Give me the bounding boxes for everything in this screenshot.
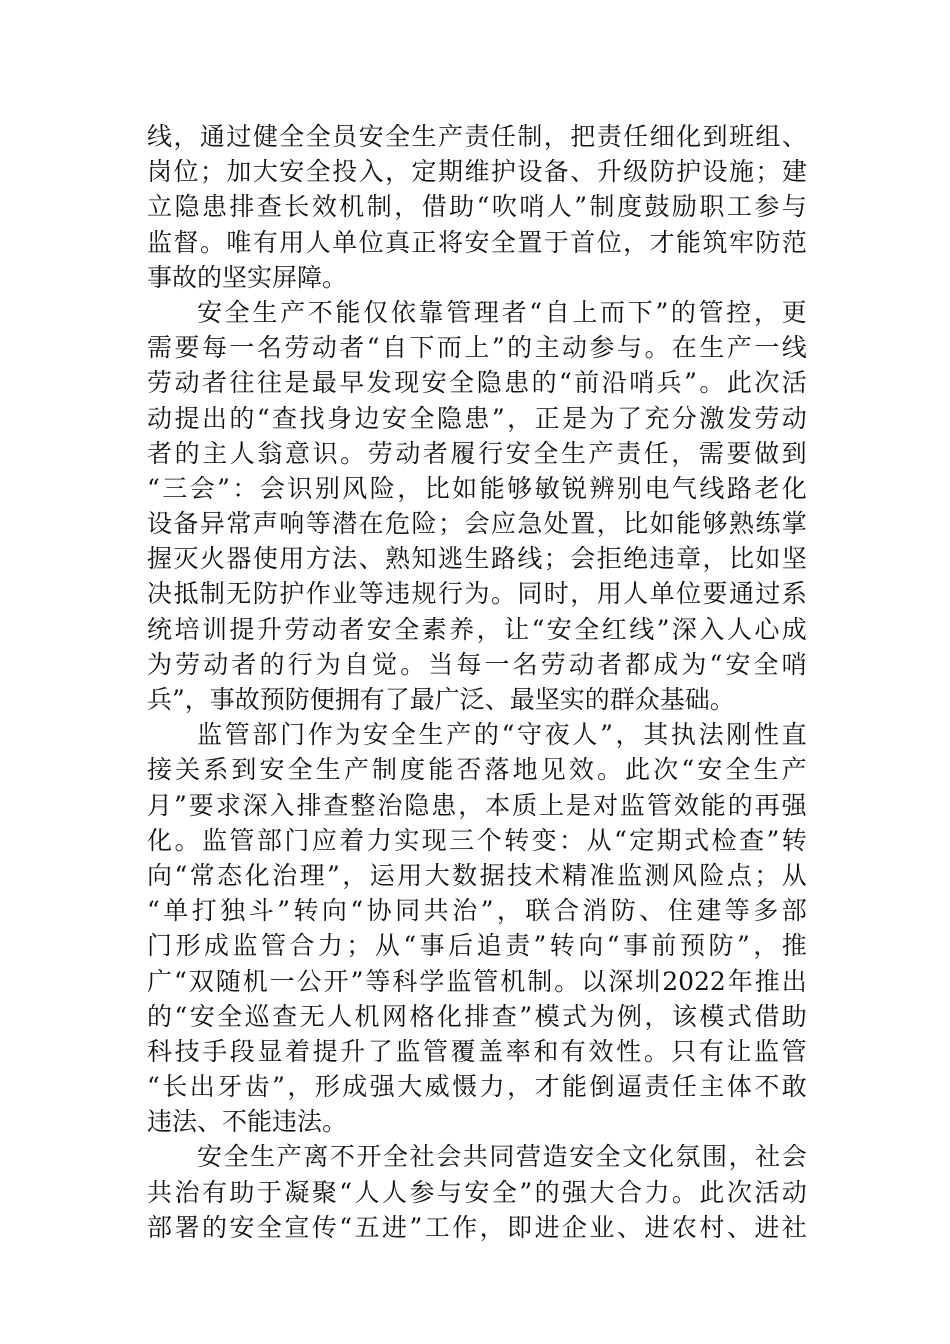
text-line: 的 “ 安 全 巡 查 无 人 机 网 格 化 排 查 ” 模 式 为 例 ， 该 模 式 借 助 — [147, 1001, 807, 1031]
text-line: 科 技 手 段 显 着 提 升 了 监 管 覆 盖 率 和 有 效 性 。 只 有 让 监 管 — [147, 1036, 807, 1066]
text-line: 动 提 出 的 “ 查 找 身 边 安 全 隐 患 ” ， 正 是 为 了 充 分 激 发 劳 动 — [147, 403, 807, 433]
body-text — [147, 119, 807, 1245]
text-line: 需 要 每 一 名 劳 动 者 “ 自 下 而 上 ” 的 主 动 参 与 。 在 生 产 一 线 — [147, 333, 807, 363]
text-line: 者 的 主 人 翁 意 识 。 劳 动 者 履 行 安 全 生 产 责 任 ， 需 要 做 到 — [147, 438, 807, 468]
paragraph-first-line: 安 全 生 产 离 不 开 全 社 会 共 同 营 造 安 全 文 化 氛 围 ， 社 会 — [197, 1142, 807, 1172]
text-line: “ 单 打 独 斗 ” 转 向 “ 协 同 共 治 ” ， 联 合 消 防 、 住 建 等 多 部 — [147, 896, 807, 926]
text-line: 部 署 的 安 全 宣 传 “ 五 进 ” 工 作 ， 即 进 企 业 、 进 农 村 、 进 社 — [147, 1212, 807, 1242]
text-line: “ 三 会 ” ： 会 识 别 风 险 ， 比 如 能 够 敏 锐 辨 别 电 气 线 路 老 化 — [147, 473, 807, 503]
text-line: 立 隐 患 排 查 长 效 机 制 ， 借 助 “ 吹 哨 人 ” 制 度 鼓 励 职 工 参 与 — [147, 192, 807, 222]
text-line: 事故的坚实屏障。 — [147, 262, 348, 292]
text-line: 接 关 系 到 安 全 生 产 制 度 能 否 落 地 见 效 。 此 次 “ 安 全 生 产 — [147, 755, 807, 785]
text-line: 握 灭 火 器 使 用 方 法 、 熟 知 逃 生 路 线 ； 会 拒 绝 违 章 ， 比 如 坚 — [147, 544, 807, 574]
text-line: 广 “ 双 随 机 一 公 开 ” 等 科 学 监 管 机 制 。 以 深 圳 2022 年 推 出 — [147, 966, 807, 996]
text-line: 化 。 监 管 部 门 应 着 力 实 现 三 个 转 变 ： 从 “ 定 期 式 检 查 ” 转 — [147, 825, 807, 855]
text-line: 门 形 成 监 管 合 力 ； 从 “ 事 后 追 责 ” 转 向 “ 事 前 预 防 ” ， 推 — [147, 931, 807, 961]
paragraph-first-line: 监 管 部 门 作 为 安 全 生 产 的 “ 守 夜 人 ” ， 其 执 法 刚 性 直 — [197, 720, 807, 750]
text-line: 线 ， 通 过 健 全 全 员 安 全 生 产 责 任 制 ， 把 责 任 细 化 到 班 组 、 — [147, 122, 807, 151]
text-line: 岗 位 ； 加 大 安 全 投 入 ， 定 期 维 护 设 备 、 升 级 防 护 设 施 ； 建 — [147, 157, 807, 187]
text-line: 设 备 异 常 声 响 等 潜 在 危 险 ； 会 应 急 处 置 ， 比 如 能 够 熟 练 掌 — [147, 509, 807, 539]
text-line: 监 督 。 唯 有 用 人 单 位 真 正 将 安 全 置 于 首 位 ， 才 能 筑 牢 防 范 — [147, 227, 807, 257]
text-line: 兵”，事故预防便拥有了最广泛、最坚实的群众基础。 — [147, 685, 735, 714]
text-line: 劳 动 者 往 往 是 最 早 发 现 安 全 隐 患 的 “ 前 沿 哨 兵 ” 。 此 次 活 — [147, 368, 807, 398]
text-line: “ 长 出 牙 齿 ” ， 形 成 强 大 威 慑 力 ， 才 能 倒 逼 责 任 主 体 不 敢 — [147, 1072, 807, 1102]
text-line: 月 ” 要 求 深 入 排 查 整 治 隐 患 ， 本 质 上 是 对 监 管 效 能 的 再 强 — [147, 790, 807, 820]
text-line: 共 治 有 助 于 凝 聚 “ 人 人 参 与 安 全 ” 的 强 大 合 力 。 此 次 活 动 — [147, 1177, 807, 1207]
text-line: 统 培 训 提 升 劳 动 者 安 全 素 养 ， 让 “ 安 全 红 线 ” 深 入 人 心 成 — [147, 614, 807, 644]
paragraph-first-line: 安 全 生 产 不 能 仅 依 靠 管 理 者 “ 自 上 而 下 ” 的 管 控 ， 更 — [197, 297, 807, 327]
text-line: 违法、不能违法。 — [147, 1107, 348, 1137]
text-line: 决 抵 制 无 防 护 作 业 等 违 规 行 为 。 同 时 ， 用 人 单 位 要 通 过 系 — [147, 579, 807, 609]
text-line: 为 劳 动 者 的 行 为 自 觉 。 当 每 一 名 劳 动 者 都 成 为 “ 安 全 哨 — [147, 649, 807, 679]
text-line: 向 “ 常 态 化 治 理 ” ， 运 用 大 数 据 技 术 精 准 监 测 风 险 点 ； 从 — [147, 860, 807, 890]
